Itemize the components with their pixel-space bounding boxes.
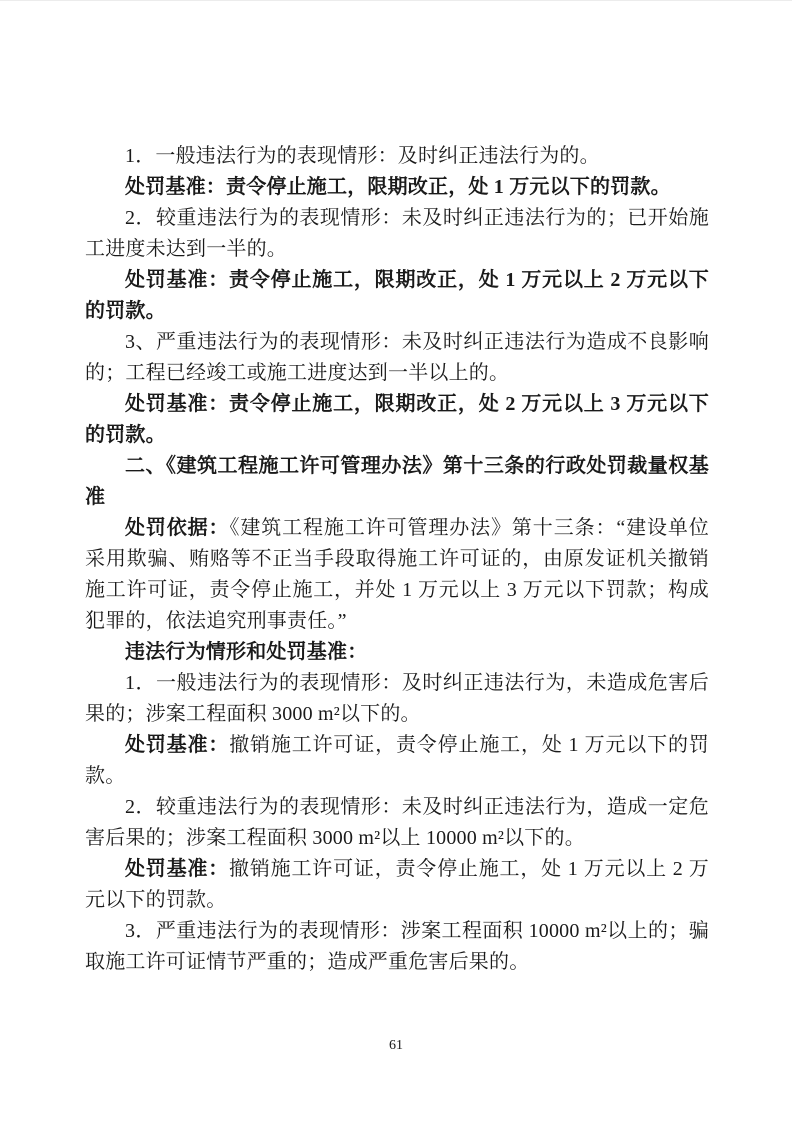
para-text: 《建筑工程施工许可管理办法》第十三条：“建设单位采用欺骗、贿赂等不正当手段取得施工许可证的，由原发证机关撤销施工许可证，责令停止施工，并处 1 万元以上 3 万元以下罚款；构成犯罪的，依法追究刑事责任。” [85, 517, 709, 632]
para-general-violation-2 [85, 668, 709, 730]
para-general-violation-1 [85, 141, 709, 172]
para-text: 撤销施工许可证，责令停止施工，处 1 万元以下的罚款。 [85, 734, 710, 787]
para-lead-label: 处罚依据： [125, 517, 230, 539]
para-penalty-standard-3 [85, 389, 709, 451]
heading-text: 二、《建筑工程施工许可管理办法》第十三条的行政处罚裁量权基准 [85, 455, 709, 508]
para-text: 违法行为情形和处罚基准： [125, 641, 368, 663]
para-lead-label: 处罚基准： [125, 734, 230, 756]
para-severe-violation-1 [85, 327, 709, 389]
section-heading-article-13 [85, 451, 709, 513]
para-violation-standards-label [85, 637, 709, 668]
para-penalty-standard-5 [85, 854, 709, 916]
para-text: 3、严重违法行为的表现情形：未及时纠正违法行为造成不良影响的；工程已经竣工或施工进度达到一半以上的。 [85, 331, 709, 384]
document-body [85, 141, 709, 978]
para-moderate-violation-2 [85, 792, 709, 854]
para-text: 1．一般违法行为的表现情形：及时纠正违法行为，未造成危害后果的；涉案工程面积 3000 m²以下的。 [85, 672, 709, 725]
para-text: 撤销施工许可证，责令停止施工，处 1 万元以上 2 万元以下的罚款。 [85, 858, 710, 911]
para-severe-violation-2 [85, 916, 709, 978]
para-penalty-basis [85, 513, 709, 637]
para-text: 处罚基准：责令停止施工，限期改正，处 1 万元以下的罚款。 [125, 176, 671, 198]
para-penalty-standard-1 [85, 172, 709, 203]
para-text: 1．一般违法行为的表现情形：及时纠正违法行为的。 [125, 145, 600, 167]
para-penalty-standard-2 [85, 265, 709, 327]
para-penalty-standard-4 [85, 730, 709, 792]
para-text: 处罚基准：责令停止施工，限期改正，处 1 万元以上 2 万元以下的罚款。 [85, 269, 709, 322]
page-number: 61 [389, 1038, 403, 1053]
para-moderate-violation-1 [85, 203, 709, 265]
para-lead-label: 处罚基准： [125, 858, 230, 880]
para-text: 2．较重违法行为的表现情形：未及时纠正违法行为的；已开始施工进度未达到一半的。 [85, 207, 709, 260]
para-text: 3．严重违法行为的表现情形：涉案工程面积 10000 m²以上的；骗取施工许可证情节严重的；造成严重危害后果的。 [85, 920, 709, 973]
para-text: 处罚基准：责令停止施工，限期改正，处 2 万元以上 3 万元以下的罚款。 [85, 393, 709, 446]
para-text: 2．较重违法行为的表现情形：未及时纠正违法行为，造成一定危害后果的；涉案工程面积 3000 m²以上 10000 m²以下的。 [85, 796, 709, 849]
